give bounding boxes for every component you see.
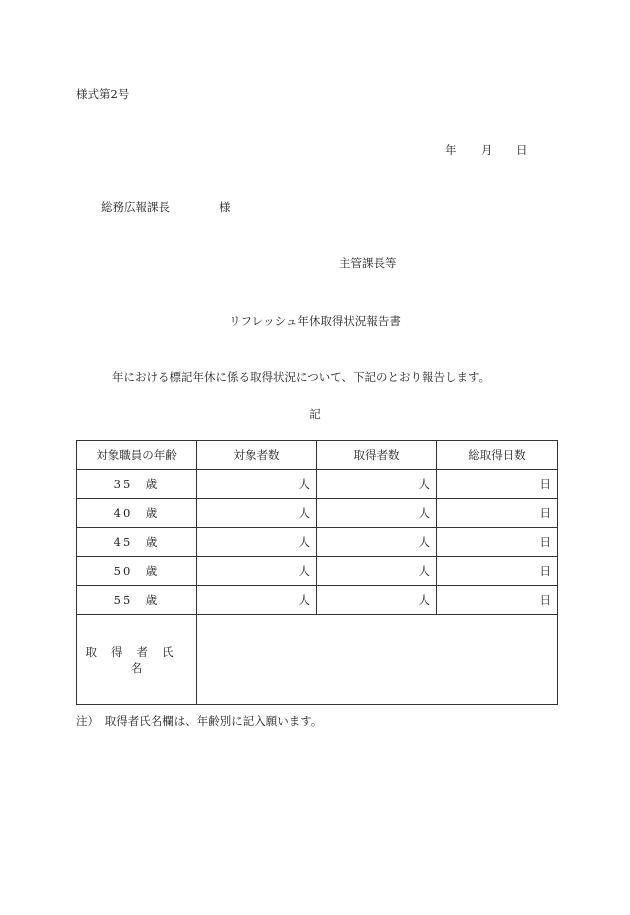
names-label-cell bbox=[77, 615, 197, 705]
acquired-count-cell[interactable]: 人 bbox=[317, 499, 437, 528]
header-total-days: 総取得日数 bbox=[437, 441, 558, 470]
age-cell: 50 歳 bbox=[77, 557, 197, 586]
report-table bbox=[76, 440, 558, 705]
header-target-count: 対象者数 bbox=[197, 441, 317, 470]
total-days-cell[interactable]: 日 bbox=[437, 557, 558, 586]
total-days-cell[interactable]: 日 bbox=[437, 470, 558, 499]
table-row bbox=[77, 586, 558, 615]
target-count-cell[interactable]: 人 bbox=[197, 557, 317, 586]
names-row bbox=[77, 615, 558, 705]
table-row bbox=[77, 470, 558, 499]
header-acquired-count: 取得者数 bbox=[317, 441, 437, 470]
target-count-cell[interactable]: 人 bbox=[197, 586, 317, 615]
date-day-label: 日 bbox=[516, 143, 528, 157]
target-count-cell[interactable]: 人 bbox=[197, 470, 317, 499]
total-days-cell[interactable]: 日 bbox=[437, 499, 558, 528]
ki-heading: 記 bbox=[309, 407, 321, 421]
date-year-label: 年 bbox=[445, 143, 457, 157]
acquired-count-cell[interactable]: 人 bbox=[317, 586, 437, 615]
acquired-count-cell[interactable]: 人 bbox=[317, 528, 437, 557]
acquired-count-cell[interactable]: 人 bbox=[317, 557, 437, 586]
target-count-cell[interactable]: 人 bbox=[197, 499, 317, 528]
age-cell: 55 歳 bbox=[77, 586, 197, 615]
footnote: 注） 取得者氏名欄は、年齢別に記入願います。 bbox=[76, 714, 323, 728]
table-row bbox=[77, 499, 558, 528]
table-row bbox=[77, 557, 558, 586]
names-label: 取得者氏名 bbox=[85, 644, 188, 675]
target-count-cell[interactable]: 人 bbox=[197, 528, 317, 557]
total-days-cell[interactable]: 日 bbox=[437, 528, 558, 557]
age-cell: 45 歳 bbox=[77, 528, 197, 557]
age-cell: 40 歳 bbox=[77, 499, 197, 528]
acquired-count-cell[interactable]: 人 bbox=[317, 470, 437, 499]
honorific: 様 bbox=[219, 200, 231, 214]
table-row bbox=[77, 528, 558, 557]
date-month-label: 月 bbox=[481, 143, 493, 157]
body-text: 年における標記年休に係る取得状況について、下記のとおり報告します。 bbox=[112, 370, 491, 384]
header-age: 対象職員の年齢 bbox=[77, 441, 197, 470]
names-entry-cell[interactable] bbox=[197, 615, 558, 705]
age-cell: 35 歳 bbox=[77, 470, 197, 499]
form-number: 様式第2号 bbox=[76, 87, 130, 101]
total-days-cell[interactable]: 日 bbox=[437, 586, 558, 615]
table-header-row bbox=[77, 441, 558, 470]
addressee: 総務広報課長 bbox=[101, 200, 170, 214]
sender: 主管課長等 bbox=[339, 256, 397, 270]
document-title: リフレッシュ年休取得状況報告書 bbox=[229, 314, 401, 328]
